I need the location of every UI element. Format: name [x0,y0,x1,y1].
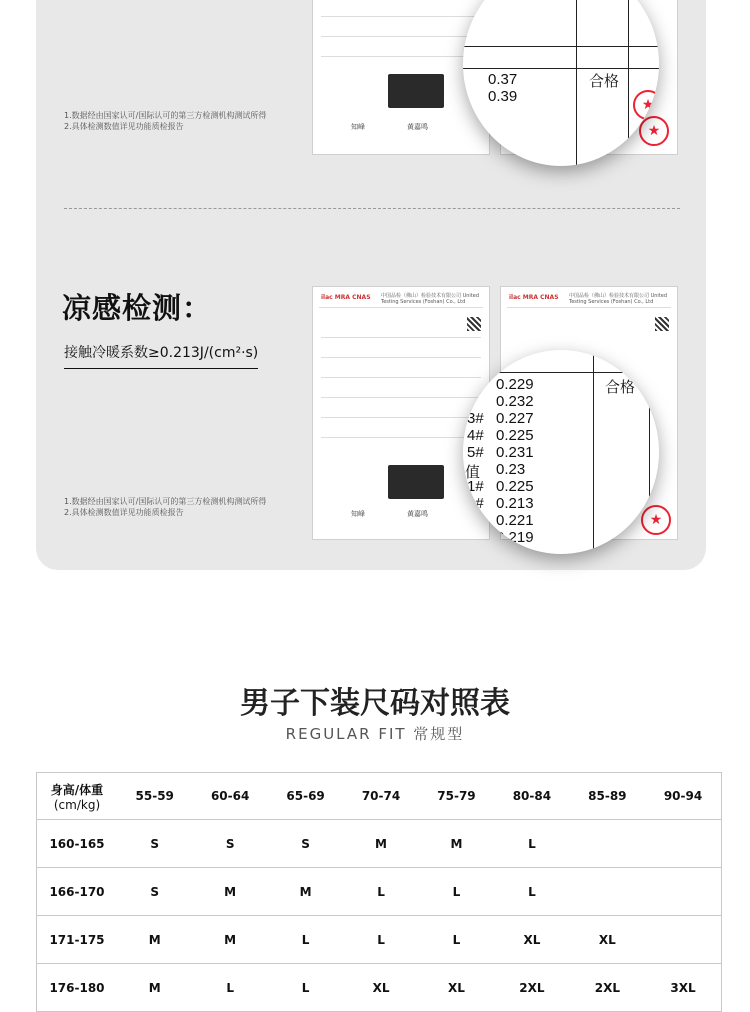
weight-column-header: 80-84 [494,773,569,820]
value-row-5: 0.231 [496,444,534,461]
size-cell: S [117,820,192,868]
height-weight-header [37,773,118,820]
height-cell: 171-175 [37,916,118,964]
size-cell: M [268,868,343,916]
size-cell [645,820,721,868]
table-row [37,916,722,964]
table-row [37,868,722,916]
red-seal-stamp: ★ [641,505,671,535]
size-cell: L [268,916,343,964]
value-row-2: 0.232 [496,393,534,410]
cooling-coefficient: 接触冷暖系数≥0.213J/(cm²·s) [64,342,258,369]
red-seal-stamp: ★ [639,116,669,146]
size-cell: M [343,820,418,868]
weight-column-header: 65-69 [268,773,343,820]
size-cell: M [117,916,192,964]
size-cell: L [192,964,267,1012]
result-pass: 合格 [589,73,620,90]
size-cell: 2XL [494,964,569,1012]
label-3: 3# [467,410,484,427]
height-cell: 176-180 [37,964,118,1012]
size-chart-header-row [37,773,722,820]
size-cell: M [419,820,494,868]
size-cell: S [268,820,343,868]
result-pass: 合格 [605,379,636,396]
label-5: 5# [467,444,484,461]
size-chart-subtitle: REGULAR FIT 常规型 [285,725,465,743]
size-cell: L [343,916,418,964]
size-cell: M [192,868,267,916]
table-row [37,820,722,868]
size-cell [645,916,721,964]
value-row-6: 0.23 [496,461,526,478]
label-2: 2# [467,495,484,512]
note-line-2: 2.具体检测数值详见功能质检报告 [64,122,184,131]
test-certificate-left-bottom [312,286,490,540]
height-cell: 160-165 [37,820,118,868]
report-notes-bottom [64,496,304,518]
size-cell: XL [419,964,494,1012]
label-4: 4# [467,427,484,444]
size-cell: 2XL [570,964,645,1012]
note-line-2: 2.具体检测数值详见功能质检报告 [64,508,184,517]
cooling-test-title: 凉感检测： [62,291,213,325]
magnifier-bottom [463,350,659,554]
size-cell: S [192,820,267,868]
value-0-39: 0.39 [488,88,518,105]
signature-1: 知峰 [351,123,365,131]
accreditation-logos: ilac MRA CNAS [509,294,559,301]
signature-2: 黄嘉鸣 [407,510,428,518]
size-chart-table [36,772,722,1012]
header-label-line1: 身高/体重 [50,782,104,797]
header-label-line2: (cm/kg) [53,797,101,812]
weight-column-header: 55-59 [117,773,192,820]
size-cell: XL [494,916,569,964]
size-cell: XL [343,964,418,1012]
size-cell [570,868,645,916]
weight-column-header: 85-89 [570,773,645,820]
note-line-1: 1.数据经由国家认可/国际认可的第三方检测机构测试所得 [64,497,267,506]
value-row-1: 0.229 [496,376,534,393]
report-notes-top [64,110,304,132]
size-cell [645,868,721,916]
weight-column-header: 75-79 [419,773,494,820]
size-cell: L [343,868,418,916]
section-divider [64,208,680,209]
red-seal-stamp-zoom: ★ [633,90,659,120]
weight-column-header: 70-74 [343,773,418,820]
size-cell: M [192,916,267,964]
size-chart-title: 男子下装尺码对照表 [240,686,510,721]
weight-column-header: 90-94 [645,773,721,820]
size-cell: L [419,868,494,916]
size-cell [570,820,645,868]
value-row-10: 0.219 [496,529,534,546]
size-cell: M [117,964,192,1012]
weight-column-header: 60-64 [192,773,267,820]
size-cell: 3XL [645,964,721,1012]
label-avg: 值 [465,464,481,481]
size-cell: S [117,868,192,916]
qr-code-icon [655,317,669,331]
value-row-4: 0.225 [496,427,534,444]
size-cell: L [494,868,569,916]
size-cell: L [419,916,494,964]
value-0-37: 0.37 [488,71,518,88]
lab-name: 中国品检（佛山）检验技术有限公司 United Testing Services (Foshan) Co., Ltd [381,293,480,305]
note-line-1: 1.数据经由国家认可/国际认可的第三方检测机构测试所得 [64,111,267,120]
value-row-7: 0.225 [496,478,534,495]
height-cell: 166-170 [37,868,118,916]
signature-2: 黄嘉鸣 [407,123,428,131]
size-cell: XL [570,916,645,964]
qr-code-icon [467,317,481,331]
table-row [37,964,722,1012]
lab-name: 中国品检（佛山）检验技术有限公司 United Testing Services (Foshan) Co., Ltd [569,293,668,305]
signature-1: 知峰 [351,510,365,518]
size-cell: L [494,820,569,868]
fabric-sample-image [388,465,444,499]
size-cell: L [268,964,343,1012]
value-row-9: 0.221 [496,512,534,529]
value-row-3: 0.227 [496,410,534,427]
accreditation-logos: ilac MRA CNAS [321,294,371,301]
fabric-sample-image [388,74,444,108]
label-1: 1# [467,478,484,495]
value-row-8: 0.213 [496,495,534,512]
